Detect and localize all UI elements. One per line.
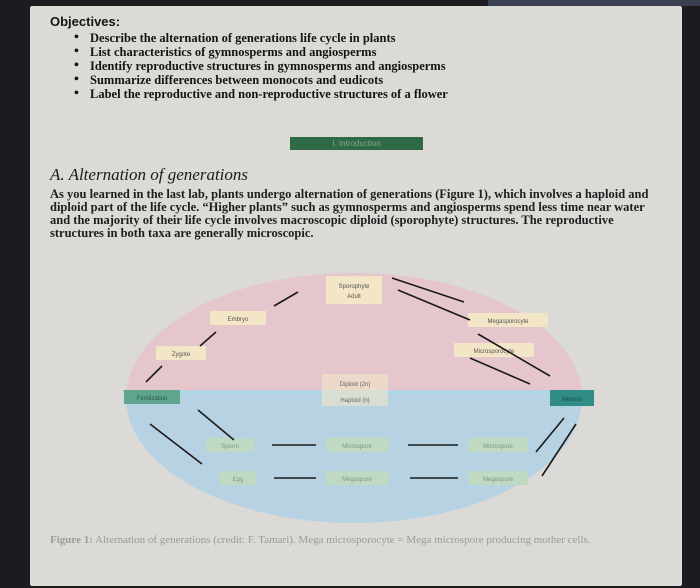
- embryo-text: Embryo: [227, 317, 249, 323]
- zygote-label: [156, 346, 206, 360]
- sperm-label: [206, 438, 254, 452]
- objective-item: • Describe the alternation of generations life cycle in plants: [90, 31, 650, 45]
- sporophyte-label: [326, 276, 382, 304]
- microspore-center-label: [326, 438, 388, 452]
- ploidy-labels: [322, 374, 388, 406]
- megaspore-right-text: Megaspore: [482, 477, 514, 483]
- objective-item: • Label the reproductive and non-reproductive structures of a flower: [90, 87, 650, 101]
- megasporocyte-label: [468, 313, 548, 327]
- haploid-text: Haploid (n): [340, 398, 370, 404]
- sporophyte-text: Sporophyte: [338, 284, 370, 290]
- microsporocyte-label: [454, 343, 534, 357]
- megaspore-center-text: Megaspore: [341, 477, 373, 483]
- meiosis-label: [550, 390, 594, 406]
- megaspore-right-label: [468, 471, 528, 485]
- figure-caption: [50, 534, 670, 546]
- objective-item: • Summarize differences between monocots and eudicots: [90, 73, 650, 87]
- introduction-heading-tab: I. Introduction: [290, 137, 423, 150]
- microspore-right-text: Microspore: [483, 444, 513, 450]
- objectives-title: Objectives:: [50, 14, 121, 29]
- microspore-center-text: Microspore: [342, 444, 372, 450]
- life-cycle-diagram: [30, 6, 682, 586]
- figure-caption-text: Alternation of generations (credit: F. Tamari). Mega microsporocyte = Mega microspore producing mother cells.: [92, 534, 591, 546]
- sperm-text: Sperm: [221, 444, 239, 450]
- adult-text: Adult: [347, 294, 361, 300]
- microspore-right-label: [468, 438, 528, 452]
- megasporocyte-text: Megasporocyte: [487, 319, 529, 325]
- microsporocyte-text: Microsporocyte: [473, 349, 515, 355]
- diploid-text: Diploid (2n): [339, 382, 371, 388]
- egg-text: Egg: [232, 477, 244, 483]
- meiosis-text: Meiosis: [561, 397, 583, 403]
- fertilization-label: [124, 390, 180, 404]
- figure-caption-label: Figure 1:: [50, 534, 93, 546]
- egg-label: [220, 471, 256, 485]
- section-title: A. Alternation of generations: [50, 165, 249, 184]
- objective-item: • Identify reproductive structures in gymnosperms and angiosperms: [90, 59, 650, 73]
- section-body: As you learned in the last lab, plants undergo alternation of generations (Figure 1), which involves a haploid and diploid part of the life cycle. “Higher plants” such as gymnosperms and angiosperms spend less time near water and the majority of their life cycle involves macroscopic diploid (sporophyte) structures. The reproductive structures in both taxa are generally microscopic.: [50, 187, 649, 240]
- zygote-text: Zygote: [171, 352, 191, 358]
- document-page: [30, 6, 682, 586]
- fertilization-text: Fertilization: [136, 396, 168, 402]
- objective-item: • List characteristics of gymnosperms and angiosperms: [90, 45, 650, 59]
- embryo-label: [210, 311, 266, 325]
- megaspore-center-label: [326, 471, 388, 485]
